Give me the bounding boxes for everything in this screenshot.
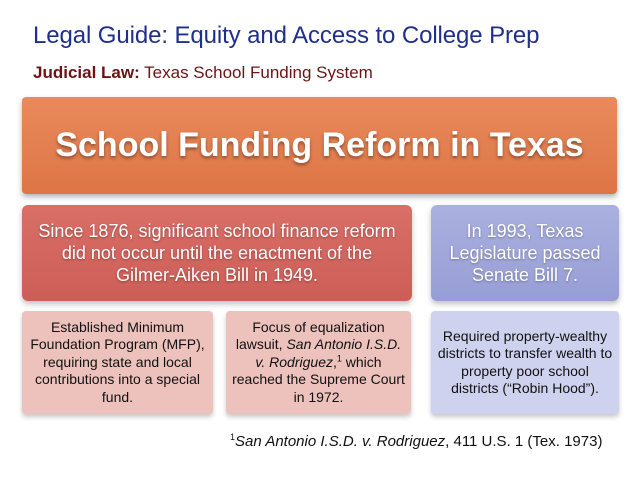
subtitle-text: Texas School Funding System [139, 63, 373, 82]
mfp-box [22, 311, 213, 414]
gilmer-aiken-text: Since 1876, significant school finance reform did not occur until the enactment of the Gilmer-Aiken Bill in 1949. [38, 221, 396, 285]
senate-bill-7-box [431, 205, 619, 301]
diagram-banner [22, 97, 617, 194]
robin-hood-box [431, 311, 619, 414]
page-title: Legal Guide: Equity and Access to College Prep [33, 22, 540, 49]
footnote-marker: 1 [230, 432, 236, 442]
gilmer-aiken-box [22, 205, 412, 301]
banner-text: School Funding Reform in Texas [55, 126, 584, 164]
footnote [230, 433, 602, 450]
rodriguez-line1: Focus of equalization lawsuit, [235, 318, 385, 353]
subtitle-label: Judicial Law: [33, 63, 140, 82]
rodriguez-comma: , [332, 353, 337, 370]
page-subtitle [33, 63, 373, 83]
rodriguez-box [226, 311, 411, 414]
footnote-citation: , 411 U.S. 1 (Tex. 1973) [445, 433, 603, 450]
robin-hood-text: Required property-wealthy districts to transfer wealth to property poor school districts (“Robin Hood”). [437, 327, 613, 396]
mfp-text: Established Minimum Foundation Program (MFP), requiring state and local contributions into a special fund. [30, 318, 205, 405]
rodriguez-line2: which reached the Supreme Court in 1972. [232, 353, 405, 405]
footnote-case-name: San Antonio I.S.D. v. Rodriguez [235, 433, 446, 450]
senate-bill-7-text: In 1993, Texas Legislature passed Senate Bill 7. [449, 221, 601, 285]
rodriguez-case-name: San Antonio I.S.D. v. Rodriguez [255, 336, 402, 370]
rodriguez-text [226, 319, 411, 407]
rodriguez-footnote-ref: 1 [336, 353, 342, 364]
